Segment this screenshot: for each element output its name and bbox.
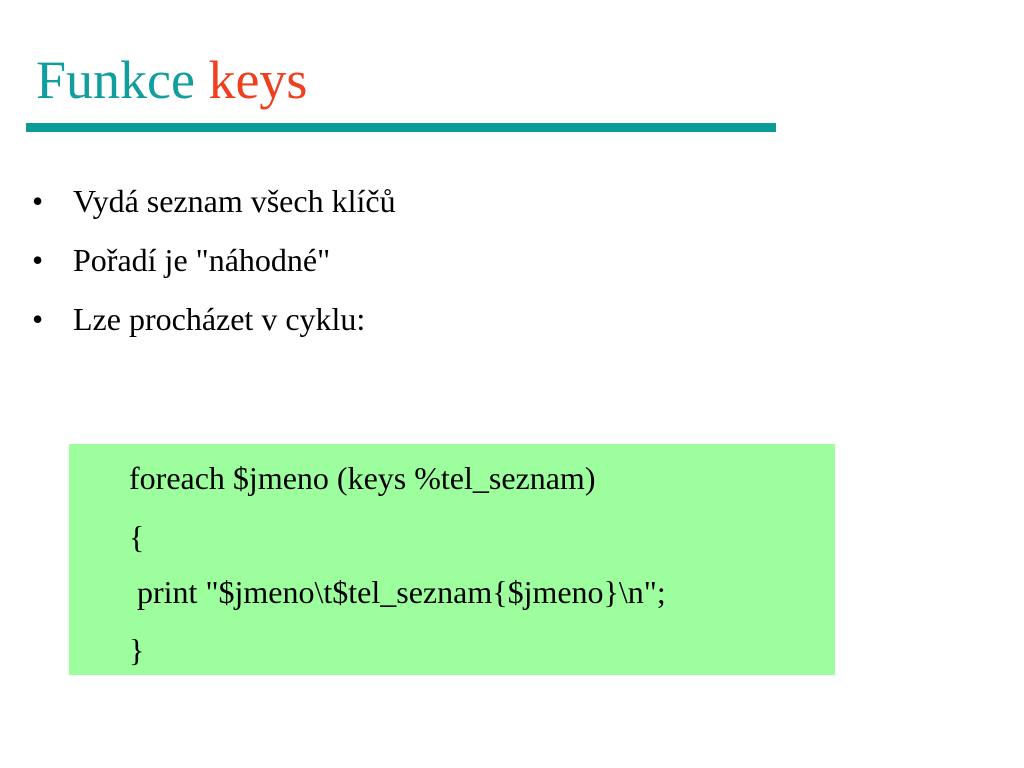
bullet-dot: • <box>32 183 44 219</box>
bullet-text: Pořadí je "náhodné" <box>73 242 331 278</box>
title-underline <box>26 123 776 132</box>
title-prefix: Funkce <box>36 50 209 110</box>
bullet-text: Lze procházet v cyklu: <box>73 301 366 337</box>
bullet-dot: • <box>32 242 44 278</box>
bullet-text: Vydá seznam všech klíčů <box>73 183 396 219</box>
slide-title <box>36 48 307 112</box>
code-line: { <box>129 519 145 555</box>
bullet-dot: • <box>32 301 44 337</box>
code-line: } <box>129 632 145 668</box>
code-block <box>69 444 835 675</box>
title-keyword: keys <box>208 50 308 110</box>
code-line: print "$jmeno\t$tel_seznam{$jmeno}\n"; <box>129 574 666 610</box>
code-line: foreach $jmeno (keys %tel_seznam) <box>129 460 596 496</box>
